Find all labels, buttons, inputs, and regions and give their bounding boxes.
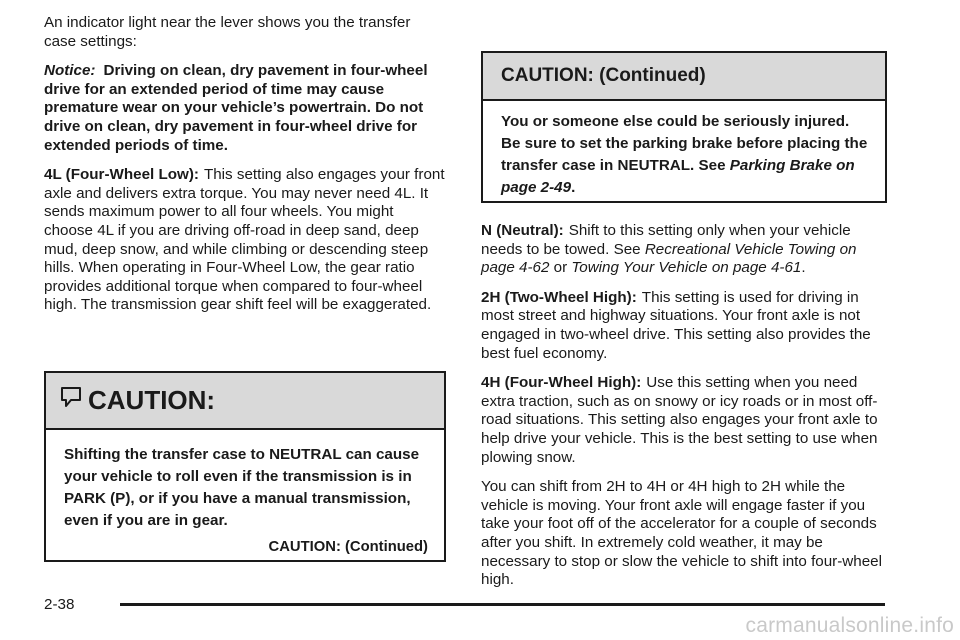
four-low-paragraph	[44, 166, 446, 315]
caution-continued-label: CAUTION: (Continued)	[268, 539, 428, 555]
neutral-period: .	[801, 259, 806, 277]
caution-body-text: Shifting the transfer case to NEUTRAL can cause your vehicle to roll even if the transmission is in PARK (P), or if you have a manual transmission, even if you are in gear.	[64, 446, 420, 529]
notice-text: Driving on clean, dry pavement in four-wheel drive for an extended period of time may cause premature wear on your vehicle’s powertrain. Do not drive on clean, dry pavement in four-wheel drive for extended periods of time.	[44, 62, 428, 154]
caution-continued-period: .	[571, 179, 576, 196]
four-high-text: Use this setting when you need extra traction, such as on snowy or icy roads or in most off-road situations. This setting also engages your front axle to help drive your vehicle. This is the best setting to use when plowing snow.	[481, 374, 878, 466]
caution-heading: CAUTION:	[88, 385, 216, 415]
caution-header	[46, 373, 444, 430]
four-low-text: This setting also engages your front axle and delivers extra torque. You may never need 4L. It sends maximum power to all four wheels. You might choose 4L if you are driving off-road in deep sand, deep mud, deep snow, and while climbing or descending steep hills. When operating in Four-Wheel Low, the gear ratio provides additional torque when compared to four-wheel high. The transmission gear shift feel will be exaggerated.	[44, 166, 445, 314]
towing-vehicle-reference-link[interactable]: Towing Your Vehicle on page 4-61	[571, 259, 802, 277]
caution-continued-header	[483, 53, 885, 101]
four-high-term: 4H (Four-Wheel High):	[481, 374, 642, 392]
two-high-text: This setting is used for driving in most street and highway situations. Your front axle is not engaged in two-wheel drive. This setting also provides the best fuel economy.	[481, 288, 871, 362]
neutral-paragraph	[481, 222, 891, 278]
neutral-text: Shift to this setting only when your vehicle needs to be towed. See	[481, 222, 851, 258]
parking-brake-reference-link[interactable]: Parking Brake on page 2-49	[501, 157, 855, 196]
rv-towing-reference-link[interactable]: Recreational Vehicle Towing on page 4-62	[481, 240, 857, 277]
neutral-term: N (Neutral):	[481, 222, 564, 239]
caution-symbol-icon	[60, 385, 82, 409]
page-number: 2-38	[44, 596, 75, 613]
intro-paragraph: An indicator light near the lever shows you the transfer case settings:	[44, 14, 411, 50]
two-high-term: 2H (Two-Wheel High):	[481, 288, 637, 306]
two-high-paragraph	[481, 289, 891, 363]
footer-rule	[120, 603, 885, 606]
notice-label: Notice:	[44, 62, 96, 80]
left-column	[44, 14, 446, 326]
right-column	[481, 222, 891, 601]
watermark: carmanualsonline.info	[745, 614, 954, 637]
notice-paragraph	[44, 62, 446, 155]
caution-continued-text: You or someone else could be seriously injured. Be sure to set the parking brake before placing the transfer case in NEUTRAL. See	[501, 113, 868, 174]
caution-continued-heading: CAUTION: (Continued)	[501, 65, 706, 86]
caution-body	[46, 430, 444, 558]
four-high-paragraph	[481, 374, 891, 467]
caution-box-neutral	[44, 371, 446, 562]
caution-continued-body	[483, 101, 885, 199]
four-low-term: 4L (Four-Wheel Low):	[44, 166, 199, 184]
caution-box-continued	[481, 51, 887, 203]
shifting-paragraph: You can shift from 2H to 4H or 4H high to 2H while the vehicle is moving. Your front axle will engage faster if you take your foot off of the accelerator for a couple of seconds after you shift. In extremely cold weather, it may be necessary to stop or slow the vehicle to shift into four-wheel high.	[481, 478, 882, 589]
neutral-or: or	[553, 259, 568, 277]
